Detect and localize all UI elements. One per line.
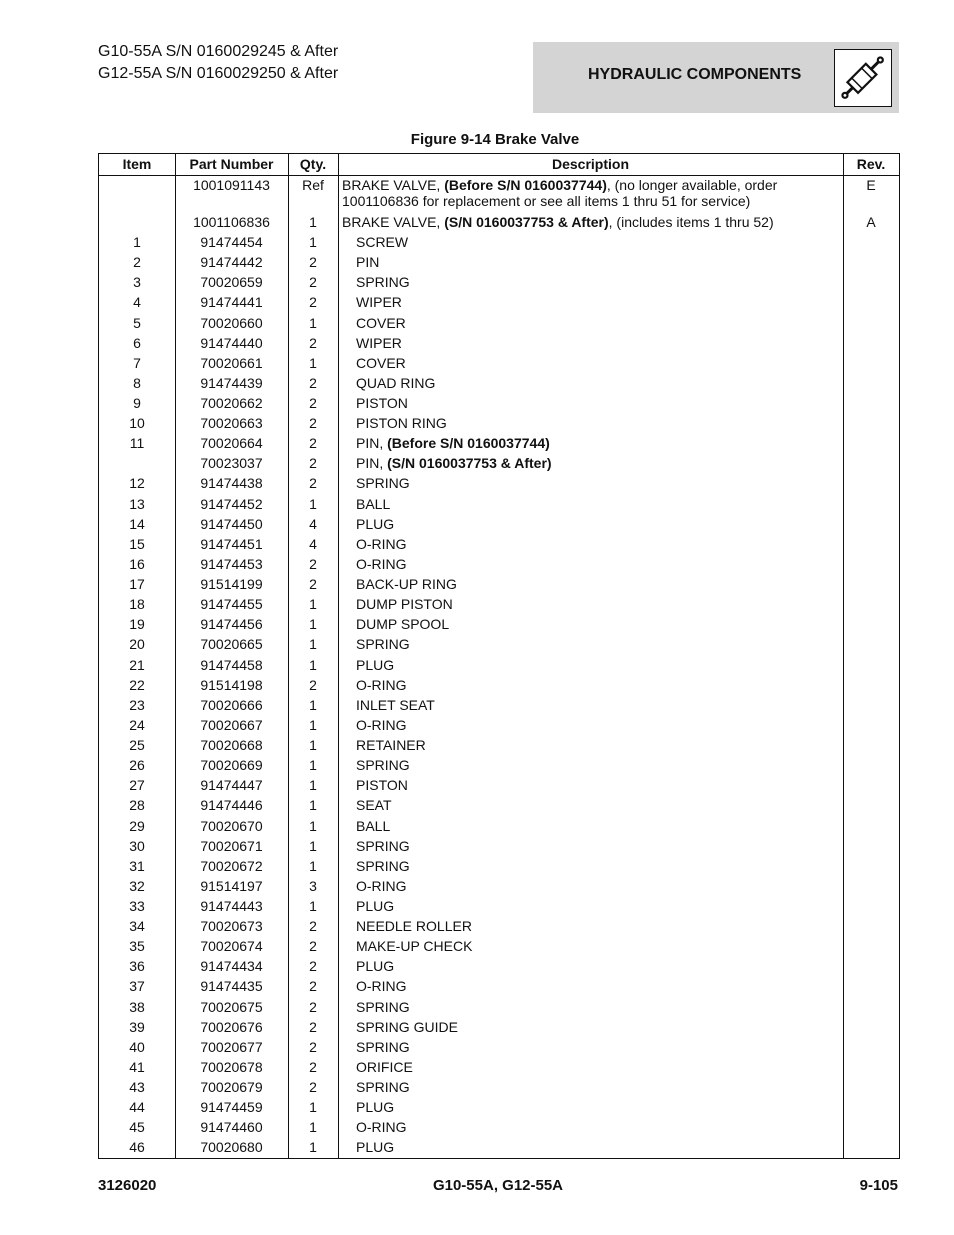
part-number-cell: 91474456 — [200, 616, 263, 633]
table-row — [99, 898, 899, 918]
item-cell: 2 — [133, 254, 141, 271]
qty-cell: 1 — [309, 817, 317, 834]
description-cell: DUMP PISTON — [356, 596, 453, 613]
qty-cell: 1 — [309, 1099, 317, 1116]
description-cell: SPRING — [356, 998, 410, 1015]
item-cell: 29 — [129, 817, 145, 834]
description-cell: O-RING — [356, 535, 407, 552]
table-row — [99, 978, 899, 998]
description-cell: O-RING — [356, 1119, 407, 1136]
description-cell: PLUG — [356, 515, 395, 532]
part-number-cell: 70020668 — [200, 737, 263, 753]
description-cell: O-RING — [356, 676, 407, 693]
part-number-cell: 70020665 — [200, 636, 263, 653]
part-number-cell: 70020664 — [200, 435, 263, 452]
description-cell: BRAKE VALVE, (Before S/N 0160037744), (no longer available, order 1001106836 for replacement or see all items 1 thru 51 for service) — [342, 177, 778, 209]
table-row — [99, 455, 899, 475]
item-cell: 31 — [129, 857, 145, 874]
qty-cell: 3 — [309, 877, 317, 894]
rev-cell: E — [866, 177, 876, 193]
item-cell: 26 — [129, 757, 145, 774]
table-row — [99, 636, 899, 656]
qty-cell: 2 — [309, 334, 317, 351]
item-cell: 23 — [129, 696, 145, 713]
table-row — [99, 536, 899, 556]
table-row — [99, 516, 899, 536]
item-cell: 46 — [129, 1139, 145, 1156]
qty-cell: 1 — [309, 716, 317, 733]
part-number-cell: 70020673 — [200, 918, 263, 935]
item-cell: 25 — [129, 737, 145, 753]
model-line-1: G10-55A S/N 0160029245 & After — [98, 43, 339, 60]
part-number-cell: 70020674 — [200, 938, 263, 955]
description-cell: BALL — [356, 495, 391, 512]
description-cell: SCREW — [356, 234, 409, 250]
col-header-description: Description — [551, 156, 629, 172]
part-number-cell: 70020669 — [200, 757, 263, 774]
qty-cell: 1 — [309, 596, 317, 613]
qty-cell: 1 — [309, 837, 317, 854]
qty-cell: 1 — [309, 656, 317, 673]
description-cell: O-RING — [356, 716, 407, 733]
qty-cell: 1 — [309, 777, 317, 794]
item-cell: 7 — [133, 354, 141, 371]
part-number-cell: 70020662 — [200, 395, 263, 411]
description-cell: COVER — [356, 354, 406, 371]
rev-cell: A — [866, 214, 876, 230]
model-header — [98, 41, 338, 85]
qty-cell: 1 — [309, 857, 317, 874]
description-cell: PISTON RING — [356, 415, 447, 432]
part-number-cell: 70020680 — [200, 1139, 263, 1156]
table-row — [99, 677, 899, 697]
qty-cell: 2 — [309, 254, 317, 271]
item-cell: 11 — [129, 435, 145, 452]
qty-cell: 1 — [309, 737, 317, 753]
table-row — [99, 294, 899, 314]
part-number-cell: 70020663 — [200, 415, 263, 432]
qty-cell: 2 — [309, 998, 317, 1015]
part-number-cell: 91474435 — [200, 978, 263, 995]
description-cell: PLUG — [356, 898, 395, 914]
page-number: 9-105 — [859, 1177, 898, 1194]
qty-cell: 2 — [309, 395, 317, 411]
description-cell: BALL — [356, 817, 391, 834]
part-number-cell: 70020679 — [200, 1079, 263, 1095]
description-cell: PIN, (S/N 0160037753 & After) — [356, 455, 552, 472]
description-cell: SPRING — [356, 837, 410, 854]
description-cell: PIN, (Before S/N 0160037744) — [356, 435, 550, 452]
description-cell: PIN — [356, 254, 380, 271]
part-number-cell: 70020660 — [200, 314, 263, 331]
table-row — [99, 315, 899, 335]
part-number-cell: 91474458 — [200, 656, 263, 673]
description-cell: QUAD RING — [356, 374, 436, 391]
item-cell: 33 — [129, 898, 145, 914]
qty-cell: 2 — [309, 294, 317, 311]
description-cell: O-RING — [356, 978, 407, 995]
part-number-cell: 91514197 — [200, 877, 263, 894]
item-cell: 36 — [129, 958, 145, 975]
description-cell: SPRING — [356, 857, 410, 874]
table-row — [99, 274, 899, 294]
table-row — [99, 395, 899, 415]
table-row — [99, 335, 899, 355]
item-cell: 38 — [129, 998, 145, 1015]
item-cell: 16 — [129, 555, 145, 572]
qty-cell: 1 — [309, 797, 317, 814]
description-cell: SPRING GUIDE — [356, 1018, 458, 1035]
qty-cell: 2 — [309, 1058, 317, 1075]
qty-cell: 1 — [309, 314, 317, 331]
description-cell: SPRING — [356, 757, 410, 774]
item-cell: 8 — [133, 374, 141, 391]
item-cell: 19 — [129, 616, 145, 633]
item-cell: 30 — [129, 837, 145, 854]
item-cell: 17 — [129, 576, 145, 592]
table-row — [99, 717, 899, 737]
item-cell: 13 — [129, 495, 145, 512]
item-cell: 24 — [129, 716, 145, 733]
qty-cell: 1 — [309, 234, 317, 250]
table-row — [99, 475, 899, 495]
part-number-cell: 91474434 — [200, 958, 263, 975]
part-number-cell: 70020661 — [200, 354, 263, 371]
table-row — [99, 234, 899, 254]
part-number-cell: 91514199 — [200, 576, 263, 592]
qty-cell: 1 — [309, 757, 317, 774]
table-row — [99, 999, 899, 1019]
item-cell: 12 — [129, 475, 145, 492]
table-row — [99, 737, 899, 757]
part-number-cell: 91474460 — [200, 1119, 263, 1136]
part-number-cell: 1001106836 — [193, 214, 270, 230]
model-line-2: G12-55A S/N 0160029250 & After — [98, 65, 339, 82]
item-cell: 45 — [129, 1119, 145, 1136]
description-cell: SEAT — [356, 797, 392, 814]
table-row — [99, 697, 899, 717]
qty-cell: 2 — [309, 676, 317, 693]
part-number-cell: 91474453 — [200, 555, 263, 572]
description-cell: O-RING — [356, 877, 407, 894]
table-row — [99, 1139, 899, 1159]
table-row — [99, 797, 899, 817]
item-cell: 39 — [129, 1018, 145, 1035]
table-row — [99, 757, 899, 777]
part-number-cell: 91474459 — [200, 1099, 263, 1116]
item-cell: 37 — [129, 978, 145, 995]
table-row — [99, 1119, 899, 1139]
qty-cell: 1 — [309, 616, 317, 633]
description-cell: BACK-UP RING — [356, 576, 457, 592]
qty-cell: 1 — [309, 696, 317, 713]
part-number-cell: 91474442 — [200, 254, 263, 271]
description-cell: PLUG — [356, 958, 395, 975]
part-number-cell: 91474439 — [200, 374, 263, 391]
qty-cell: Ref — [302, 177, 324, 193]
description-cell: MAKE-UP CHECK — [356, 938, 473, 955]
description-cell: PLUG — [356, 1099, 395, 1116]
table-row — [99, 1039, 899, 1059]
item-cell: 9 — [133, 395, 141, 411]
item-cell: 15 — [129, 535, 145, 552]
item-cell: 43 — [129, 1079, 145, 1095]
item-cell: 20 — [129, 636, 145, 653]
part-number-cell: 70020667 — [200, 716, 263, 733]
part-number-cell: 70020659 — [200, 274, 263, 291]
col-header-item: Item — [122, 156, 152, 172]
description-cell: SPRING — [356, 274, 410, 291]
qty-cell: 2 — [309, 958, 317, 975]
table-row — [99, 878, 899, 898]
table-row — [99, 576, 899, 596]
description-cell: SPRING — [356, 475, 410, 492]
table-row — [99, 254, 899, 274]
description-cell: SPRING — [356, 636, 410, 653]
description-cell: COVER — [356, 314, 406, 331]
table-row — [99, 556, 899, 576]
table-row — [99, 435, 899, 455]
qty-cell: 2 — [309, 1038, 317, 1055]
item-cell: 32 — [129, 877, 145, 894]
item-cell: 5 — [133, 314, 141, 331]
description-cell: PISTON — [356, 395, 408, 411]
item-cell: 22 — [129, 676, 145, 693]
item-cell: 27 — [129, 777, 145, 794]
qty-cell: 1 — [309, 354, 317, 371]
col-header-rev: Rev. — [856, 156, 886, 172]
description-cell: PISTON — [356, 777, 408, 794]
table-row — [99, 1059, 899, 1079]
document-number: 3126020 — [98, 1177, 157, 1194]
table-row — [99, 616, 899, 636]
table-row — [99, 496, 899, 516]
qty-cell: 2 — [309, 1018, 317, 1035]
description-cell: PLUG — [356, 1139, 395, 1156]
description-cell: SPRING — [356, 1079, 410, 1095]
item-cell: 41 — [129, 1058, 145, 1075]
qty-cell: 4 — [309, 535, 317, 552]
qty-cell: 1 — [309, 1119, 317, 1136]
part-number-cell: 91474450 — [200, 515, 263, 532]
qty-cell: 2 — [309, 274, 317, 291]
part-number-cell: 91474454 — [200, 234, 263, 250]
section-banner — [533, 42, 899, 113]
qty-cell: 1 — [309, 636, 317, 653]
col-header-part-number: Part Number — [189, 156, 274, 172]
item-cell: 1 — [133, 234, 141, 250]
description-cell: PLUG — [356, 656, 395, 673]
part-number-cell: 70020675 — [200, 998, 263, 1015]
qty-cell: 1 — [309, 495, 317, 512]
part-number-cell: 91474451 — [200, 535, 263, 552]
section-title: HYDRAULIC COMPONENTS — [588, 66, 802, 83]
part-number-cell: 91474441 — [200, 294, 263, 311]
item-cell: 3 — [133, 274, 141, 291]
table-row — [99, 1019, 899, 1039]
figure-title: Figure 9-14 Brake Valve — [410, 131, 580, 148]
description-cell: SPRING — [356, 1038, 410, 1055]
item-cell: 4 — [133, 294, 141, 311]
part-number-cell: 70020676 — [200, 1018, 263, 1035]
qty-cell: 1 — [309, 1139, 317, 1156]
description-cell: WIPER — [356, 334, 402, 351]
item-cell: 44 — [129, 1099, 145, 1116]
part-number-cell: 70020666 — [200, 696, 263, 713]
table-row — [99, 958, 899, 978]
qty-cell: 1 — [309, 898, 317, 914]
qty-cell: 2 — [309, 938, 317, 955]
qty-cell: 2 — [309, 415, 317, 432]
part-number-cell: 91474438 — [200, 475, 263, 492]
part-number-cell: 91474446 — [200, 797, 263, 814]
part-number-cell: 70020672 — [200, 857, 263, 874]
table-row — [99, 375, 899, 395]
part-number-cell: 1001091143 — [193, 177, 270, 193]
part-number-cell: 70020678 — [200, 1058, 263, 1075]
qty-cell: 1 — [309, 214, 317, 230]
table-row — [99, 918, 899, 938]
description-cell: RETAINER — [356, 737, 426, 753]
qty-cell: 2 — [309, 374, 317, 391]
qty-cell: 2 — [309, 1079, 317, 1095]
table-row-assembly — [99, 214, 899, 234]
description-cell: NEEDLE ROLLER — [356, 918, 472, 935]
part-number-cell: 70020670 — [200, 817, 263, 834]
item-cell: 10 — [129, 415, 145, 432]
item-cell: 21 — [129, 656, 145, 673]
table-row — [99, 838, 899, 858]
part-number-cell: 91474443 — [200, 898, 263, 914]
item-cell: 34 — [129, 918, 145, 935]
qty-cell: 2 — [309, 978, 317, 995]
table-row — [99, 938, 899, 958]
qty-cell: 2 — [309, 455, 317, 472]
table-row — [99, 1099, 899, 1119]
qty-cell: 2 — [309, 576, 317, 592]
parts-table — [98, 153, 900, 1159]
qty-cell: 2 — [309, 918, 317, 935]
description-cell: INLET SEAT — [356, 696, 435, 713]
col-header-qty: Qty. — [299, 156, 327, 172]
qty-cell: 4 — [309, 515, 317, 532]
part-number-cell: 91514198 — [200, 676, 263, 693]
table-row — [99, 777, 899, 797]
table-row — [99, 657, 899, 677]
item-cell: 40 — [129, 1038, 145, 1055]
item-cell: 6 — [133, 334, 141, 351]
table-row — [99, 355, 899, 375]
part-number-cell: 70020677 — [200, 1038, 263, 1055]
qty-cell: 2 — [309, 435, 317, 452]
table-row — [99, 858, 899, 878]
description-cell: O-RING — [356, 555, 407, 572]
description-cell: DUMP SPOOL — [356, 616, 450, 633]
hydraulic-cylinder-icon — [834, 49, 892, 107]
part-number-cell: 91474452 — [200, 495, 263, 512]
item-cell: 14 — [129, 515, 145, 532]
footer-models: G10-55A, G12-55A — [432, 1177, 564, 1194]
item-cell: 18 — [129, 596, 145, 613]
part-number-cell: 70023037 — [200, 455, 263, 472]
part-number-cell: 91474455 — [200, 596, 263, 613]
part-number-cell: 70020671 — [200, 837, 263, 854]
table-row — [99, 1079, 899, 1099]
qty-cell: 2 — [309, 475, 317, 492]
item-cell: 35 — [129, 938, 145, 955]
description-cell: ORIFICE — [356, 1058, 413, 1075]
table-row — [99, 818, 899, 838]
item-cell: 28 — [129, 797, 145, 814]
part-number-cell: 91474447 — [200, 777, 263, 794]
qty-cell: 2 — [309, 555, 317, 572]
part-number-cell: 91474440 — [200, 334, 263, 351]
description-cell: WIPER — [356, 294, 402, 311]
table-row — [99, 415, 899, 435]
table-row — [99, 596, 899, 616]
description-cell: BRAKE VALVE, (S/N 0160037753 & After), (includes items 1 thru 52) — [342, 214, 774, 230]
table-row-assembly — [99, 177, 899, 213]
